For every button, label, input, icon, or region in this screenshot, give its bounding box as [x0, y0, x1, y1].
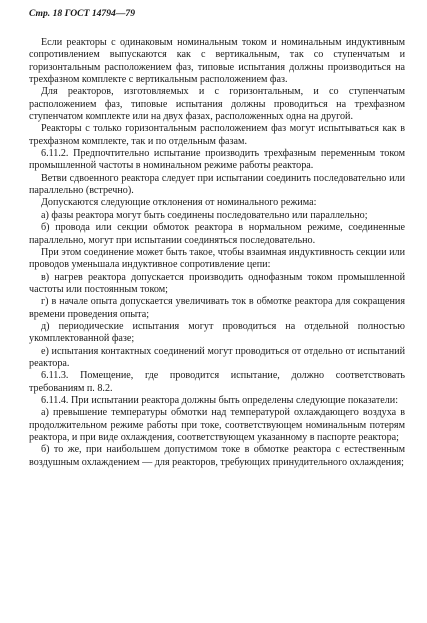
paragraph: Если реакторы с одинаковым номинальным током и номинальным индуктивным сопротивлением выпускаются как с вертикальным, так со ступенчатым и горизонтальным расположением фаз, типовые испытания должны производиться на трехфазном комплекте с вертикальным расположением фаз. [29, 37, 405, 86]
paragraph: 6.11.2. Предпочтительно испытание производить трехфазным переменным током промышленной частоты в номинальном режиме работы реактора. [29, 148, 405, 172]
paragraph: д) периодические испытания могут проводиться на отдельной полностью укомплектованной фазе; [29, 320, 405, 345]
paragraph: Для реакторов, изготовляемых и с горизонтальным, и со ступенчатым расположением фаз, типовые испытания должны проводиться на трехфазном ступенчатом комплекте или на двух фазах, расположенных одна на другой. [29, 86, 405, 123]
page-header: Стр. 18 ГОСТ 14794—79 [29, 8, 136, 19]
document-body [29, 37, 405, 469]
paragraph: 6.11.3. Помещение, где проводится испытание, должно соответствовать требованиям п. 8.2. [29, 370, 405, 394]
paragraph: Реакторы с только горизонтальным расположением фаз могут испытываться как в трехфазном комплекте, так и по отдельным фазам. [29, 123, 405, 147]
paragraph: а) фазы реактора могут быть соединены последовательно или параллельно; [41, 209, 368, 221]
paragraph: в) нагрев реактора допускается производить однофазным током промышленной частоты или постоянным током; [29, 271, 405, 295]
paragraph: Ветви сдвоенного реактора следует при испытании соединить последовательно или параллельно (встречно). [29, 172, 405, 197]
paragraph: При этом соединение может быть такое, чтобы взаимная индуктивность секции или проводов уменьшала индуктивное сопротивление цепи: [29, 246, 405, 271]
paragraph: б) то же, при наибольшем допустимом токе в обмотке реактора с естественным воздушным охлаждением — для реакторов, требующих принудительного охлаждения; [29, 444, 405, 468]
paragraph: а) превышение температуры обмотки над температурой охлаждающего воздуха в продолжительном режиме работы при токе, соответствующем номинальным потерям реактора, и при виде охлаждения, соответствующем указанному в паспорте реактора; [29, 407, 405, 443]
paragraph: г) в начале опыта допускается увеличивать ток в обмотке реактора для сокращения времени проведения опыта; [29, 296, 405, 320]
paragraph: е) испытания контактных соединений могут проводиться от отдельно от испытаний реактора. [29, 345, 405, 369]
paragraph: б) провода или секции обмоток реактора в нормальном режиме, соединенные параллельно, могут при испытании соединяться последовательно. [29, 222, 405, 246]
paragraph: 6.11.4. При испытании реактора должны быть определены следующие показатели: [41, 394, 399, 406]
paragraph: Допускаются следующие отклонения от номинального режима: [41, 197, 317, 209]
